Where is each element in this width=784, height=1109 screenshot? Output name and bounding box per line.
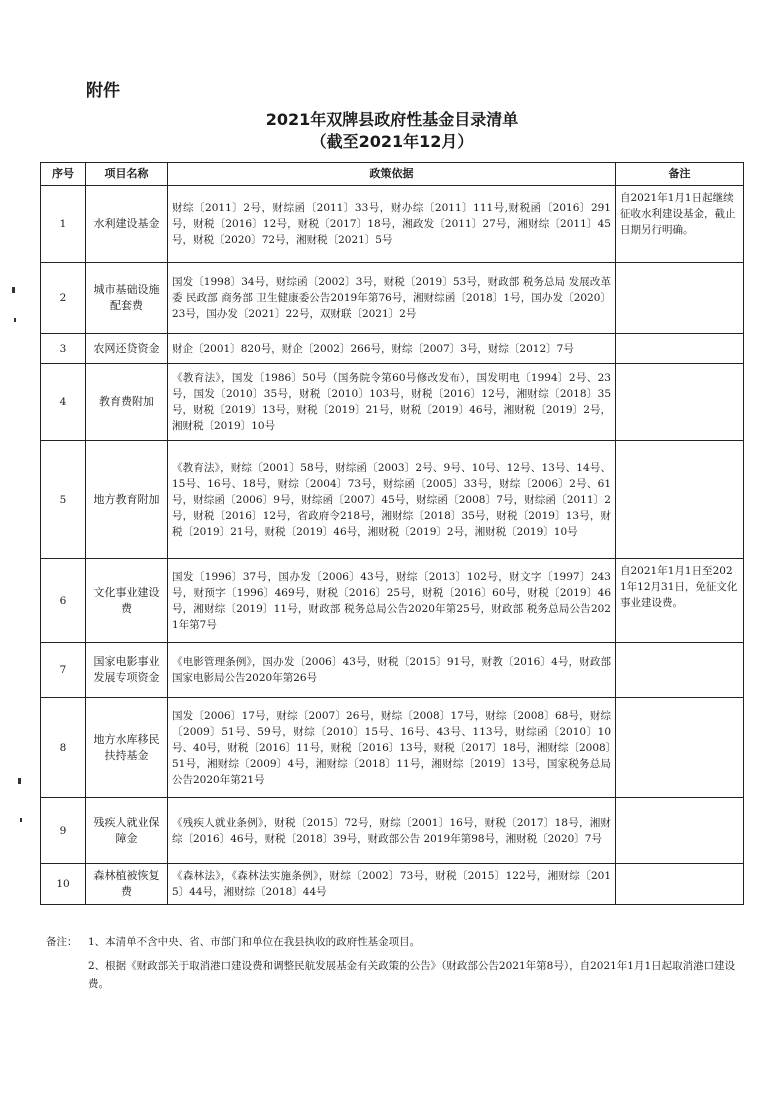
- header-basis: 政策依据: [168, 163, 616, 186]
- row-note: [616, 643, 744, 698]
- row-name: 残疾人就业保障金: [86, 798, 168, 864]
- header-no: 序号: [41, 163, 86, 186]
- row-basis: 国发〔2006〕17号，财综〔2007〕26号，财综〔2008〕17号，财综〔2008〕68号，财综〔2009〕51号、59号，财综〔2010〕15号、16号、43号、113号，财综函〔2010〕10号、40号，财税〔2016〕11号，财税〔2016〕13号，财税〔2017〕18号，湘财综〔2008〕51号，湘财综〔2009〕4号，湘财综〔2018〕11号，湘财综〔2019〕13号，国家税务总局公告2020年第21号: [168, 698, 616, 798]
- table-header-row: [41, 163, 744, 186]
- row-basis: 国发〔1996〕37号，国办发〔2006〕43号，财综〔2013〕102号，财文字〔1997〕243号，财预字〔1996〕469号，财税〔2016〕25号，财税〔2016〕60号，财税〔2019〕46号，湘财综〔2019〕11号，财政部 税务总局公告2020年第25号，财政部 税务总局公告2021年第7号: [168, 559, 616, 643]
- row-no: 7: [41, 643, 86, 698]
- row-name: 森林植被恢复费: [86, 864, 168, 905]
- row-name: 教育费附加: [86, 364, 168, 441]
- table-row: [41, 441, 744, 559]
- row-basis: 《残疾人就业条例》，财税〔2015〕72号，财综〔2001〕16号，财税〔2017〕18号，湘财综〔2016〕46号，财税〔2018〕39号，财政部公告 2019年第98号，湘财税〔2020〕7号: [168, 798, 616, 864]
- row-note: [616, 698, 744, 798]
- row-no: 10: [41, 864, 86, 905]
- row-note: [616, 364, 744, 441]
- table-row: [41, 798, 744, 864]
- row-name: 农网还贷资金: [86, 334, 168, 364]
- row-note: [616, 263, 744, 334]
- scan-mark: [14, 318, 16, 322]
- table-row: [41, 559, 744, 643]
- row-basis: 《教育法》，财综〔2001〕58号，财综函〔2003〕2号、9号、10号、12号、13号、14号、15号、16号、18号，财综〔2004〕73号，财综函〔2005〕33号，财综〔2006〕2号、61号，财综函〔2006〕9号，财综函〔2007〕45号，财综函〔2008〕7号，财综函〔2011〕2号，财税〔2016〕12号，省政府令218号，湘财综〔2018〕35号，财税〔2019〕13号，财税〔2019〕21号，财税〔2019〕46号，湘财税〔2019〕2号，湘财税〔2019〕10号: [168, 441, 616, 559]
- row-no: 4: [41, 364, 86, 441]
- row-name: 文化事业建设费: [86, 559, 168, 643]
- notes-label: 备注：: [46, 936, 78, 948]
- row-name: 城市基础设施配套费: [86, 263, 168, 334]
- table-row: [41, 643, 744, 698]
- scan-mark: [12, 287, 15, 293]
- row-basis: 《电影管理条例》，国办发〔2006〕43号，财税〔2015〕91号，财教〔2016〕4号，财政部 国家电影局公告2020年第26号: [168, 643, 616, 698]
- table-row: [41, 334, 744, 364]
- row-note: [616, 441, 744, 559]
- row-basis: 《森林法》，《森林法实施条例》，财综〔2002〕73号，财税〔2015〕122号，湘财综〔2015〕44号，湘财综〔2018〕44号: [168, 864, 616, 905]
- row-no: 9: [41, 798, 86, 864]
- footnote-1: 1、本清单不含中央、省、市部门和单位在我县执收的政府性基金项目。: [88, 936, 421, 948]
- row-basis: 国发〔1998〕34号，财综函〔2002〕3号，财税〔2019〕53号，财政部 税务总局 发展改革委 民政部 商务部 卫生健康委公告2019年第76号，湘财综函〔2018〕1号，国办发〔2020〕23号，国办发〔2021〕22号，双财联〔2021〕2号: [168, 263, 616, 334]
- row-no: 2: [41, 263, 86, 334]
- row-name: 国家电影事业发展专项资金: [86, 643, 168, 698]
- row-no: 5: [41, 441, 86, 559]
- row-name: 地方教育附加: [86, 441, 168, 559]
- row-name: 地方水库移民扶持基金: [86, 698, 168, 798]
- document-title: 2021年双牌县政府性基金目录清单: [265, 110, 519, 129]
- document-subtitle: （截至2021年12月）: [310, 132, 474, 151]
- scan-mark: [18, 778, 21, 784]
- header-note: 备注: [616, 163, 744, 186]
- row-basis: 《教育法》，国发〔1986〕50号（国务院令第60号修改发布），国发明电〔1994〕2号、23号，国发〔2010〕35号，财税〔2010〕103号，财税〔2016〕12号，湘财综〔2018〕35号，财税〔2019〕13号，财税〔2019〕21号，财税〔2019〕46号，湘财税〔2019〕2号，湘财税〔2019〕10号: [168, 364, 616, 441]
- attachment-label: 附件: [86, 81, 120, 101]
- table-row: [41, 698, 744, 798]
- scan-mark: [20, 818, 22, 822]
- row-no: 1: [41, 186, 86, 263]
- fund-catalog-table: [40, 162, 744, 905]
- row-basis: 财综〔2011〕2号，财综函〔2011〕33号，财办综〔2011〕111号,财税函〔2016〕291号，财税〔2016〕12号，财税〔2017〕18号，湘政发〔2011〕27号，湘财综〔2011〕45号，财税〔2020〕72号，湘财税〔2021〕5号: [168, 186, 616, 263]
- header-name: 项目名称: [86, 163, 168, 186]
- row-note: 自2021年1月1日起继续征收水利建设基金，截止日期另行明确。: [616, 186, 744, 263]
- row-note: 自2021年1月1日至2021年12月31日，免征文化事业建设费。: [616, 559, 744, 643]
- footnote-2: 2、根据《财政部关于取消港口建设费和调整民航发展基金有关政策的公告》（财政部公告2021年第8号），自2021年1月1日起取消港口建设费。: [88, 960, 736, 990]
- row-note: [616, 798, 744, 864]
- table-row: [41, 364, 744, 441]
- table-row: [41, 263, 744, 334]
- row-note: [616, 864, 744, 905]
- row-name: 水利建设基金: [86, 186, 168, 263]
- table-row: [41, 864, 744, 905]
- table-row: [41, 186, 744, 263]
- row-note: [616, 334, 744, 364]
- row-no: 3: [41, 334, 86, 364]
- row-basis: 财企〔2001〕820号，财企〔2002〕266号，财综〔2007〕3号，财综〔2012〕7号: [168, 334, 616, 364]
- row-no: 6: [41, 559, 86, 643]
- row-no: 8: [41, 698, 86, 798]
